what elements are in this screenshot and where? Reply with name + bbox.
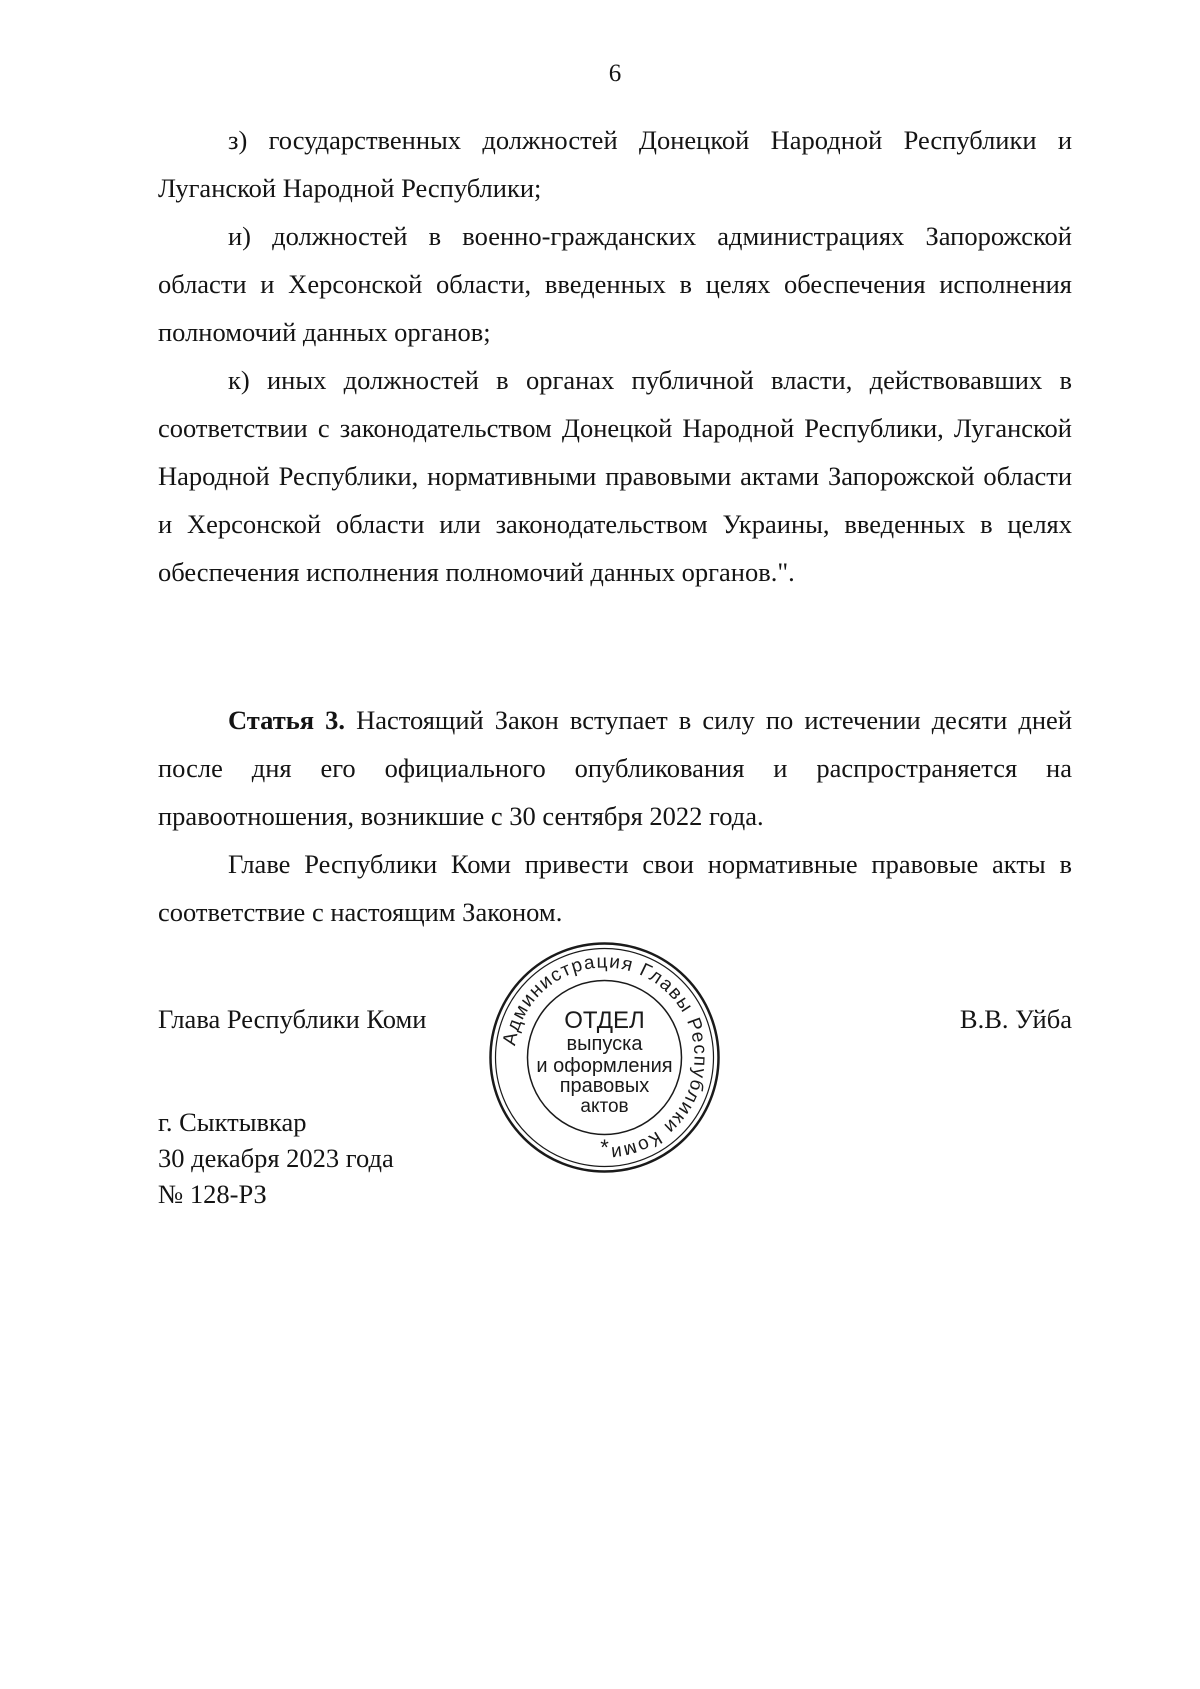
stamp-line-4: правовых [559, 1075, 650, 1097]
item-k-text: к) иных должностей в органах публичной власти, действовавших в соответствии с законодательством Донецкой Народной Республики, Луганской Народной Республики, нормативными правовыми актами Запорожской области и Херсонской области или законодательством Украины, введенных в целях обеспечения исполнения полномочий данных органов.". [158, 365, 1072, 587]
official-stamp [487, 940, 722, 1175]
article-3-paragraph [158, 696, 1072, 840]
signatory-name: В.В. Уйба [959, 1004, 1072, 1034]
city: г. Сыктывкар [158, 1107, 307, 1137]
article-3-text: Настоящий Закон вступает в силу по истечении десяти дней после дня его официального опубликования и распространяется на правоотношения, возникшие с 30 сентября 2022 года. [158, 705, 1072, 831]
page-number: 6 [608, 60, 622, 87]
article-3-body [158, 696, 1072, 840]
directive-paragraph [158, 840, 1072, 936]
stamp-line-3: и оформления [536, 1055, 673, 1077]
stamp-ring-text: Администрация Главы Республики Коми [499, 951, 711, 1164]
item-k-paragraph [158, 356, 1072, 596]
signatory-position: Глава Республики Коми [158, 1004, 427, 1034]
article-3-heading: Статья 3. [228, 705, 346, 735]
directive-text: Главе Республики Коми привести свои нормативные правовые акты в соответствие с настоящим Законом. [158, 849, 1072, 927]
law-date: 30 декабря 2023 года [158, 1143, 394, 1173]
stamp-line-1: ОТДЕЛ [564, 1007, 645, 1034]
item-i-text: и) должностей в военно-гражданских администрациях Запорожской области и Херсонской области, введенных в целях обеспечения исполнения полномочий данных органов; [158, 221, 1072, 347]
stamp-line-5: актов [580, 1096, 629, 1117]
item-z-paragraph [158, 116, 1072, 212]
stamp-line-2: выпуска [566, 1033, 643, 1055]
stamp-star-icon: * [600, 1135, 609, 1160]
place-date-block [158, 1104, 394, 1212]
item-z-text: з) государственных должностей Донецкой Народной Республики и Луганской Народной Республики; [158, 125, 1072, 203]
law-number: № 128-РЗ [158, 1179, 267, 1209]
item-i-paragraph [158, 212, 1072, 356]
